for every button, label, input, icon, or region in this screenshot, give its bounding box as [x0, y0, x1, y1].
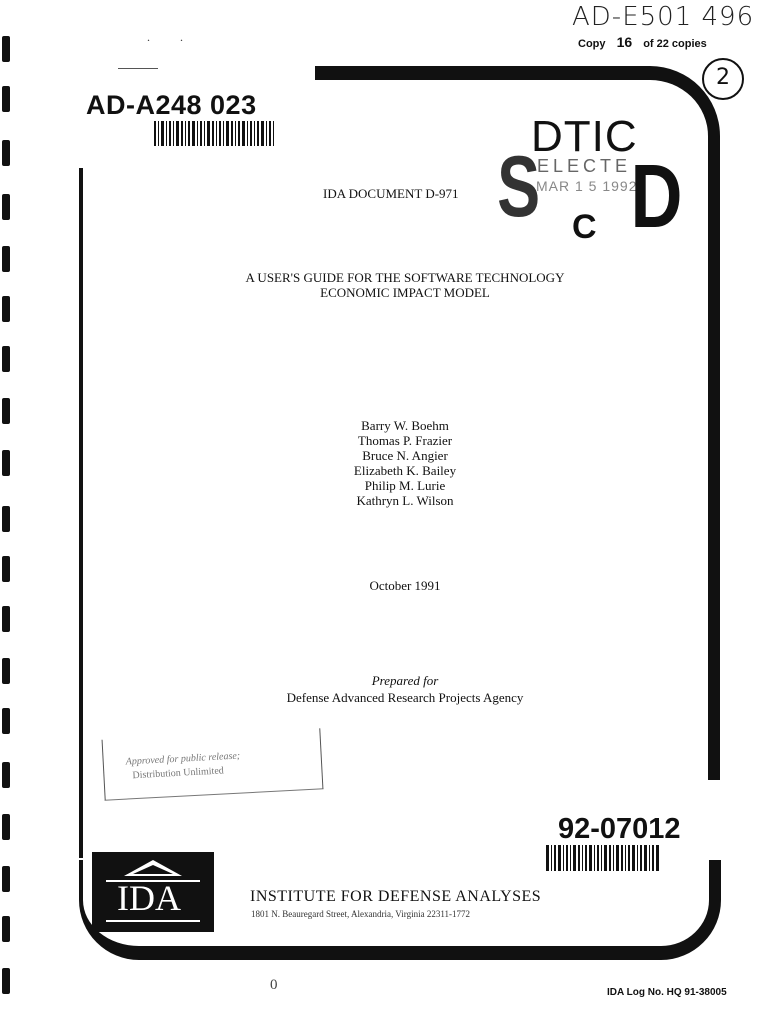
copy-line	[578, 34, 707, 50]
frame-left	[79, 168, 83, 858]
prepared-for-agency: Defense Advanced Research Projects Agency	[286, 690, 524, 705]
binding-mark	[2, 246, 10, 272]
dtic-stamp-c: C	[572, 208, 597, 246]
prepared-for-label: Prepared for	[371, 673, 439, 688]
binding-mark	[2, 506, 10, 532]
binding-mark	[2, 916, 10, 942]
binding-mark	[2, 398, 10, 424]
approval-line-1: Approved for public release;	[125, 750, 241, 768]
circled-mark: 2	[702, 58, 744, 100]
author-list	[280, 418, 530, 508]
author: Philip M. Lurie	[364, 478, 446, 493]
dtic-stamp-title: DTIC	[531, 112, 638, 161]
binding-mark	[2, 866, 10, 892]
copy-number: 16	[616, 34, 633, 50]
author: Barry W. Boehm	[361, 418, 449, 433]
binding-mark	[2, 450, 10, 476]
binding-mark	[2, 708, 10, 734]
binding-mark	[2, 346, 10, 372]
binding-mark	[2, 86, 10, 112]
ida-logo-text: IDA	[117, 878, 181, 918]
binding-mark	[2, 194, 10, 220]
dtic-stamp-date: MAR 1 5 1992	[536, 178, 638, 194]
binding-mark	[2, 606, 10, 632]
handwritten-ad-number: AD-E501 496	[572, 2, 755, 32]
ad-barcode	[154, 121, 282, 146]
institute-name: INSTITUTE FOR DEFENSE ANALYSES	[250, 888, 542, 905]
ad-number: AD-A248 023	[86, 90, 257, 120]
title-line-2: ECONOMIC IMPACT MODEL	[320, 285, 490, 300]
author: Thomas P. Frazier	[357, 433, 453, 448]
binding-mark	[2, 296, 10, 322]
dtic-stamp-electe: ELECTE	[537, 156, 632, 176]
document-title	[180, 270, 630, 300]
frame-right	[708, 160, 720, 780]
binding-mark	[2, 762, 10, 788]
approval-stamp	[102, 728, 324, 800]
document-date: October 1991	[369, 578, 441, 593]
document-number: IDA DOCUMENT D-971	[323, 186, 459, 201]
title-line-1: A USER'S GUIDE FOR THE SOFTWARE TECHNOLOGY	[245, 270, 565, 285]
author: Elizabeth K. Bailey	[353, 463, 457, 478]
approval-line-2: Distribution Unlimited	[132, 765, 225, 782]
binding-mark	[2, 658, 10, 684]
binding-mark	[2, 968, 10, 994]
copy-label: Copy	[578, 38, 606, 50]
scan-rule	[118, 68, 158, 69]
binding-mark	[2, 140, 10, 166]
report-number: 92-07012	[558, 813, 681, 845]
log-number: IDA Log No. HQ 91-38005	[607, 987, 727, 998]
prepared-for-block	[220, 672, 590, 706]
dtic-stamp-d: D	[630, 147, 683, 247]
scan-marks: ..	[147, 30, 213, 44]
author: Bruce N. Angier	[362, 448, 448, 463]
frame-top	[315, 66, 645, 80]
binding-mark	[2, 814, 10, 840]
dtic-stamp-s: S	[497, 139, 541, 235]
page-mark: 0	[270, 977, 278, 993]
binding-mark	[2, 556, 10, 582]
report-barcode	[546, 845, 671, 871]
institute-address: 1801 N. Beauregard Street, Alexandria, Virginia 22311-1772	[251, 909, 470, 919]
author: Kathryn L. Wilson	[356, 493, 454, 508]
ida-logo	[92, 852, 214, 932]
binding-mark	[2, 36, 10, 62]
copies-total: of 22 copies	[643, 38, 707, 50]
